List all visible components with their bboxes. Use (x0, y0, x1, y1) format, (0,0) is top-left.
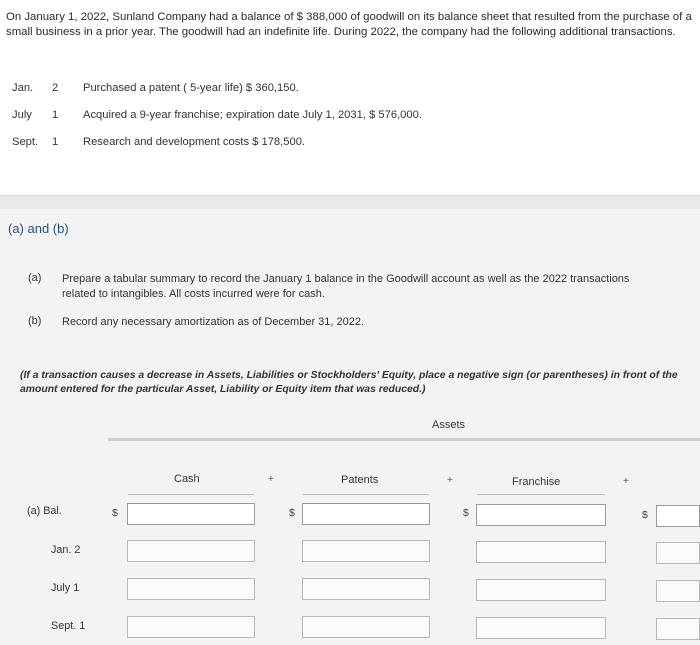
plus-sign: + (447, 475, 453, 486)
goodwill-jan2-input[interactable] (656, 542, 700, 564)
currency-sign: $ (642, 509, 648, 521)
assets-header-rule (108, 438, 700, 441)
column-header-patents: Patents (341, 474, 379, 486)
transaction-month: Sept. (12, 136, 39, 148)
part-text: Record any necessary amortization as of December 31, 2022. (62, 316, 365, 328)
franchise-july1-input[interactable] (476, 579, 606, 601)
problem-intro: On January 1, 2022, Sunland Company had a balance of $ 388,000 of goodwill on its balance sheet that resulted from the purchase of a small business in a prior year. The goodwill had an indefinite life. During 2022, the company had the following additional transactions. (6, 11, 692, 38)
row-label-balance: (a) Bal. (27, 505, 62, 517)
column-header-cash: Cash (174, 473, 200, 485)
transaction-day: 2 (52, 82, 59, 94)
franchise-jan2-input[interactable] (476, 541, 606, 563)
plus-sign: + (268, 474, 274, 485)
row-label-jan2: Jan. 2 (51, 544, 81, 556)
part-letter: (b) (28, 315, 42, 327)
transaction-day: 1 (52, 109, 59, 121)
transaction-description: Research and development costs $ 178,500. (83, 136, 306, 148)
assets-header: Assets (432, 419, 466, 431)
transaction-month: Jan. (12, 82, 34, 94)
patents-sept1-input[interactable] (302, 616, 430, 638)
cash-jan2-input[interactable] (127, 540, 255, 562)
cash-july1-input[interactable] (127, 578, 255, 600)
part-text: Prepare a tabular summary to record the January 1 balance in the Goodwill account as well as the 2022 transactions related to intangibles. All costs incurred were for cash. (62, 273, 630, 300)
franchise-balance-input[interactable] (476, 504, 606, 526)
transaction-day: 1 (52, 136, 59, 148)
plus-sign: + (623, 476, 629, 487)
section-divider (0, 195, 700, 210)
row-label-july1: July 1 (51, 582, 80, 594)
section-title: (a) and (b) (8, 221, 69, 236)
franchise-sept1-input[interactable] (476, 617, 606, 639)
cash-sept1-input[interactable] (127, 616, 255, 638)
row-label-sept1: Sept. 1 (51, 620, 86, 632)
patents-jan2-input[interactable] (302, 540, 430, 562)
column-underline (128, 494, 254, 495)
goodwill-sept1-input[interactable] (656, 618, 700, 640)
currency-sign: $ (463, 507, 469, 519)
currency-sign: $ (112, 507, 118, 519)
cash-balance-input[interactable] (127, 503, 255, 525)
patents-july1-input[interactable] (302, 578, 430, 600)
part-letter: (a) (28, 272, 42, 284)
patents-balance-input[interactable] (302, 503, 430, 525)
goodwill-july1-input[interactable] (656, 580, 700, 602)
column-header-franchise: Franchise (512, 476, 561, 488)
column-underline (303, 494, 429, 495)
sign-instruction: (If a transaction causes a decrease in Assets, Liabilities or Stockholders' Equity, place a negative sign (or parentheses) in front of the amount entered for the particular Asset, Liability or Equity item that was reduced.) (20, 370, 678, 395)
column-underline (477, 494, 605, 495)
transaction-month: July (12, 109, 32, 121)
transaction-description: Purchased a patent ( 5-year life) $ 360,150. (83, 82, 299, 94)
goodwill-balance-input[interactable] (656, 505, 700, 527)
currency-sign: $ (289, 507, 295, 519)
transaction-description: Acquired a 9-year franchise; expiration date July 1, 2031, $ 576,000. (83, 109, 422, 121)
